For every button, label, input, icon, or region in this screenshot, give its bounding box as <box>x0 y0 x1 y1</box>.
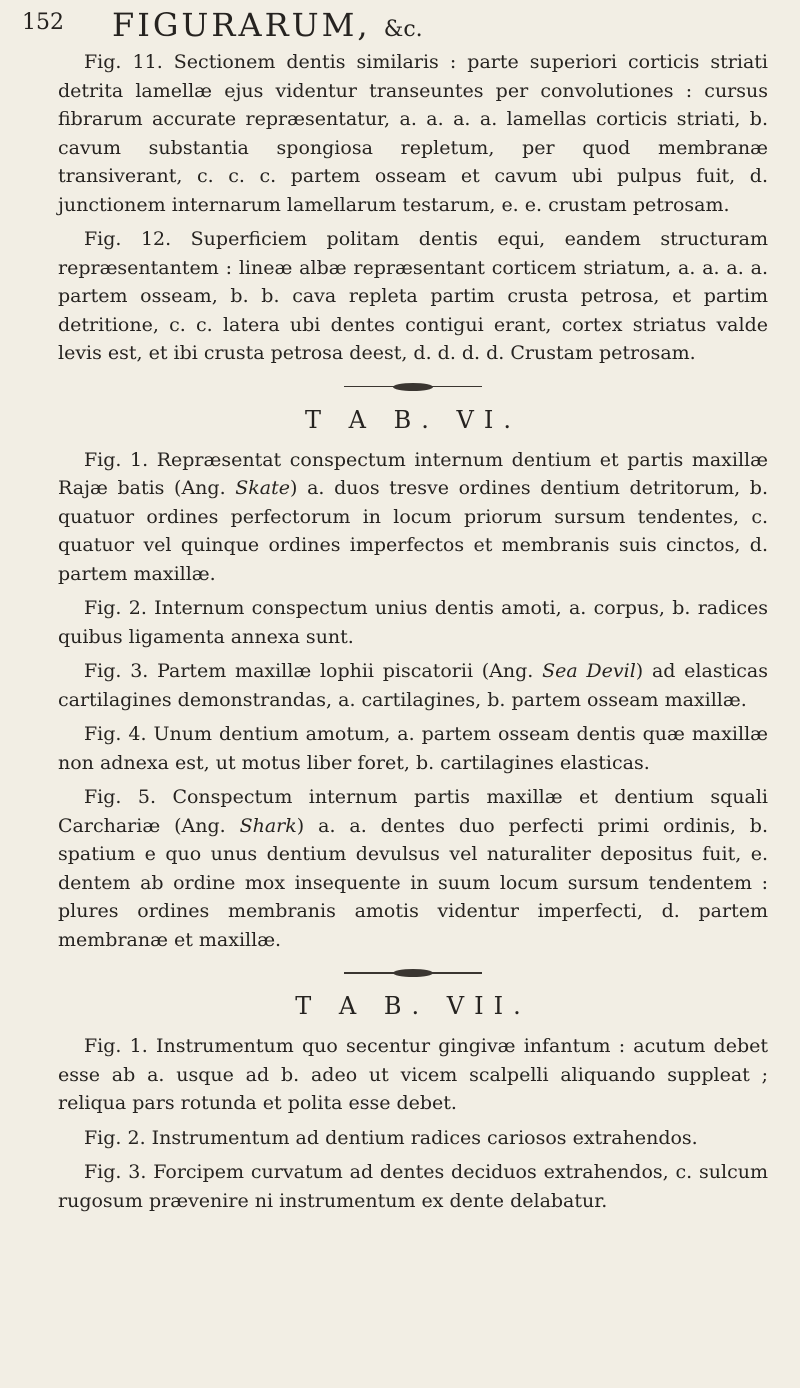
ornament-divider <box>344 968 482 978</box>
tab-vi-fig-3 <box>58 657 768 714</box>
tab-vi-fig-5 <box>58 783 768 954</box>
fig-11-description: Fig. 11. Sectionem dentis similaris : parte superiori corticis striati detrita lamellæ ejus videntur transeuntes per convolutiones : cursus fibrarum accurate repræsentatur, a. a. a. a. lamellas corticis striati, b. cavum substantia spongiosa repletum, per quod membranæ transiverant, c. c. c. partem osseam et cavum ubi pulpus fuit, d. junctionem internarum lamellarum testarum, e. e. crustam petrosam. <box>58 51 768 216</box>
tab-vii-fig-2: Fig. 2. Instrumentum ad dentium radices cariosos extrahendos. <box>84 1126 698 1149</box>
tab-vi-fig-4: Fig. 4. Unum dentium amotum, a. partem osseam dentis quæ maxillæ non adnexa est, ut motus liber foret, b. cartilagines elasticas. <box>58 723 768 774</box>
running-title-suffix: &c. <box>383 17 423 42</box>
running-title-text: FIGURARUM, <box>112 6 371 44</box>
running-head <box>22 6 770 44</box>
tab-vii-heading: T A B. VII. <box>295 992 531 1020</box>
tab-vi-fig-5-english-name: Shark <box>239 814 297 837</box>
tab-vi-fig-1 <box>58 446 768 589</box>
tab-vi-fig-5-text-a: Fig. 5. Conspectum internum partis maxillæ et dentium squali Carchariæ (Ang. <box>58 786 768 837</box>
ornament-divider <box>344 382 482 392</box>
tab-vii-fig-3: Fig. 3. Forcipem curvatum ad dentes deciduos extrahendos, c. sulcum rugosum prævenire ni instrumentum ex dente delabatur. <box>58 1161 768 1212</box>
tab-vi-fig-3-english-name: Sea Devil <box>542 660 636 682</box>
tab-vi-fig-1-text-b: ) a. duos tresve ordines dentium detritorum, b. quatuor ordines perfectorum in locum priorum sursum tendentes, c. quatuor vel quinque ordines imperfectos et membranis suis cinctos, d. partem maxillæ. <box>58 477 768 585</box>
tab-vi-heading: T A B. VI. <box>305 405 521 434</box>
tab-vi-fig-1-english-name: Skate <box>235 477 291 499</box>
fig-12-description: Fig. 12. Superficiem politam dentis equi, eandem structuram repræsentantem : lineæ albæ repræsentant corticem striatum, a. a. a. a. partem osseam, b. b. cava repleta partim crusta petrosa, et partim detritione, c. c. latera ubi dentes contigui erant, cortex striatus valde levis est, et ibi crusta petrosa deest, d. d. d. d. Crustam petrosam. <box>58 228 768 364</box>
page-number: 152 <box>22 10 64 35</box>
tab-vii-fig-1: Fig. 1. Instrumentum quo secentur gingivæ infantum : acutum debet esse ab a. usque ad b. adeo ut vicem scalpelli aliquando suppleat ; reliqua pars rotunda et polita esse debet. <box>58 1035 768 1114</box>
body-text <box>58 48 768 1221</box>
tab-vi-fig-1-text-a: Fig. 1. Repræsentat conspectum internum dentium et partis maxillæ Rajæ batis (Ang. <box>58 448 768 499</box>
tab-vi-fig-2: Fig. 2. Internum conspectum unius dentis amoti, a. corpus, b. radices quibus ligamenta annexa sunt. <box>58 597 768 648</box>
tab-vi-fig-3-text-b: ) ad elasticas cartilagines demonstrandas, a. cartilagines, b. partem osseam maxillæ. <box>58 660 769 711</box>
running-title <box>112 6 423 44</box>
tab-vi-fig-5-text-b: ) a. a. dentes duo perfecti primi ordinis, b. spatium e quo unus dentium devulsus vel naturaliter depositus fuit, e. dentem ab ordine mox insequente in suum locum sursum tendentem : plures ordines membranis amotis videntur imperfecti, d. partem membranæ et maxillæ. <box>58 814 768 951</box>
tab-vi-fig-3-text-a: Fig. 3. Partem maxillæ lophii piscatorii (Ang. <box>84 660 534 682</box>
